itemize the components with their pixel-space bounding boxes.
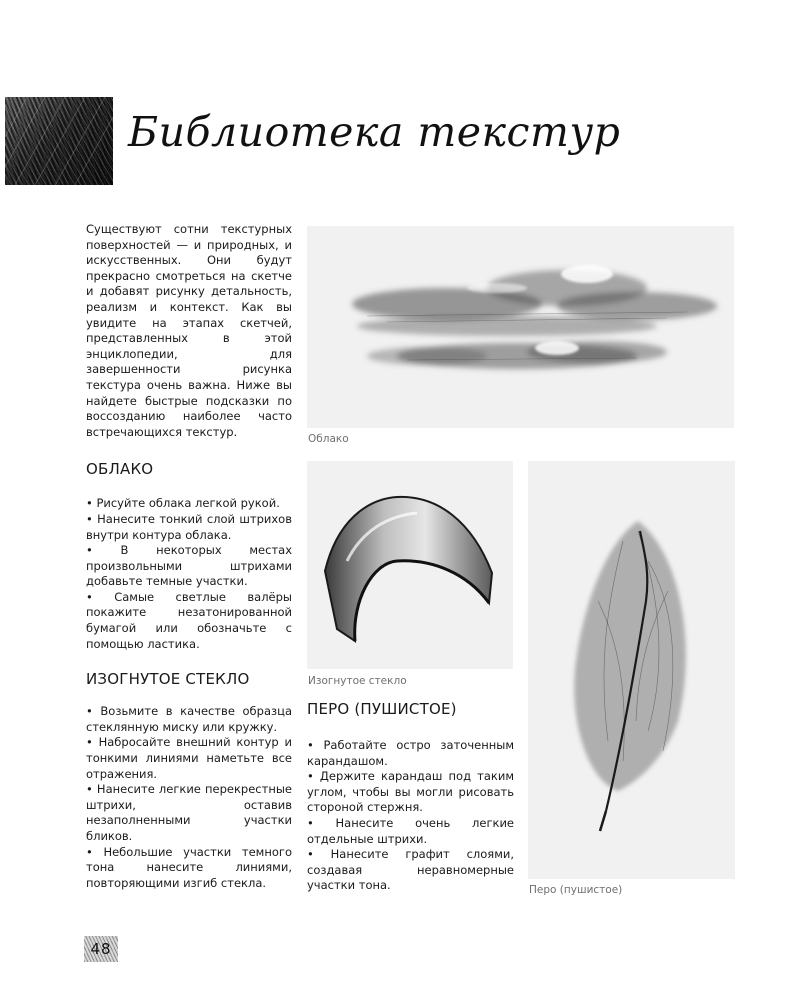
page-title: Библиотека текстур bbox=[128, 108, 621, 156]
list-item: • Держите карандаш под таким углом, чтобы вы могли рисовать стороной стержня. bbox=[307, 769, 514, 815]
list-item: • Рисуйте облака легкой рукой. bbox=[86, 496, 280, 511]
list-item: • Нанесите легкие перекрестные штрихи, оставив незаполненными участки бликов. bbox=[86, 782, 292, 843]
pencil-texture-icon bbox=[5, 97, 113, 185]
middle-column bbox=[307, 700, 514, 894]
cloud-sketch-image bbox=[307, 226, 734, 428]
feather-sketch-image bbox=[528, 461, 735, 879]
heading-cloud: ОБЛАКО bbox=[86, 460, 154, 479]
list-item: • Небольшие участки темного тона нанесите линиями, повторяющими изгиб стекла. bbox=[86, 844, 292, 890]
feather-drawing-icon bbox=[528, 461, 735, 879]
list-item: • Самые светлые валёры покажите незатонированной бумагой или обозначьте с помощью ластика. bbox=[86, 589, 292, 651]
feather-tips-list bbox=[307, 738, 514, 894]
heading-curved-glass: ИЗОГНУТОЕ СТЕКЛО bbox=[86, 670, 250, 689]
left-column bbox=[86, 222, 292, 891]
list-item: • Нанесите тонкий слой штрихов внутри контура облака. bbox=[86, 511, 292, 542]
heading-feather: ПЕРО (ПУШИСТОЕ) bbox=[307, 700, 457, 718]
list-item: • Работайте остро заточенным карандашом. bbox=[307, 738, 514, 768]
list-item: • Нанесите очень легкие отдельные штрихи. bbox=[307, 815, 514, 846]
intro-paragraph: Существуют сотни текстурных поверхностей — и природных, и искусственных. Они будут прекрасно смотреться на скетче и добавят рисунку детальность, реализм и контекст. Как вы увидите на этапах скетчей, представленных в этой энциклопедии, для завершенности рисунка текстура очень важна. Ниже вы найдете быстрые подсказки по воссозданию наиболее часто встречающихся текстур. bbox=[86, 222, 292, 439]
cloud-tips-list bbox=[86, 496, 292, 652]
list-item: • Нанесите графит слоями, создавая неравномерные участки тона. bbox=[307, 847, 514, 893]
list-item: • Возьмите в качестве образца стеклянную миску или кружку. bbox=[86, 704, 292, 734]
caption-cloud: Облако bbox=[308, 433, 349, 445]
curved-glass-drawing-icon bbox=[307, 461, 513, 669]
list-item: • В некоторых местах произвольными штрихами добавьте темные участки. bbox=[86, 543, 292, 589]
caption-feather: Перо (пушистое) bbox=[529, 884, 623, 896]
list-item: • Набросайте внешний контур и тонкими линиями наметьте все отражения. bbox=[86, 735, 292, 781]
header-texture-swatch bbox=[5, 97, 113, 185]
cloud-drawing-icon bbox=[307, 226, 734, 428]
caption-curved-glass: Изогнутое стекло bbox=[308, 675, 407, 687]
glass-tips-list bbox=[86, 704, 292, 891]
page-number: 48 bbox=[84, 936, 118, 962]
curved-glass-sketch-image bbox=[307, 461, 513, 669]
